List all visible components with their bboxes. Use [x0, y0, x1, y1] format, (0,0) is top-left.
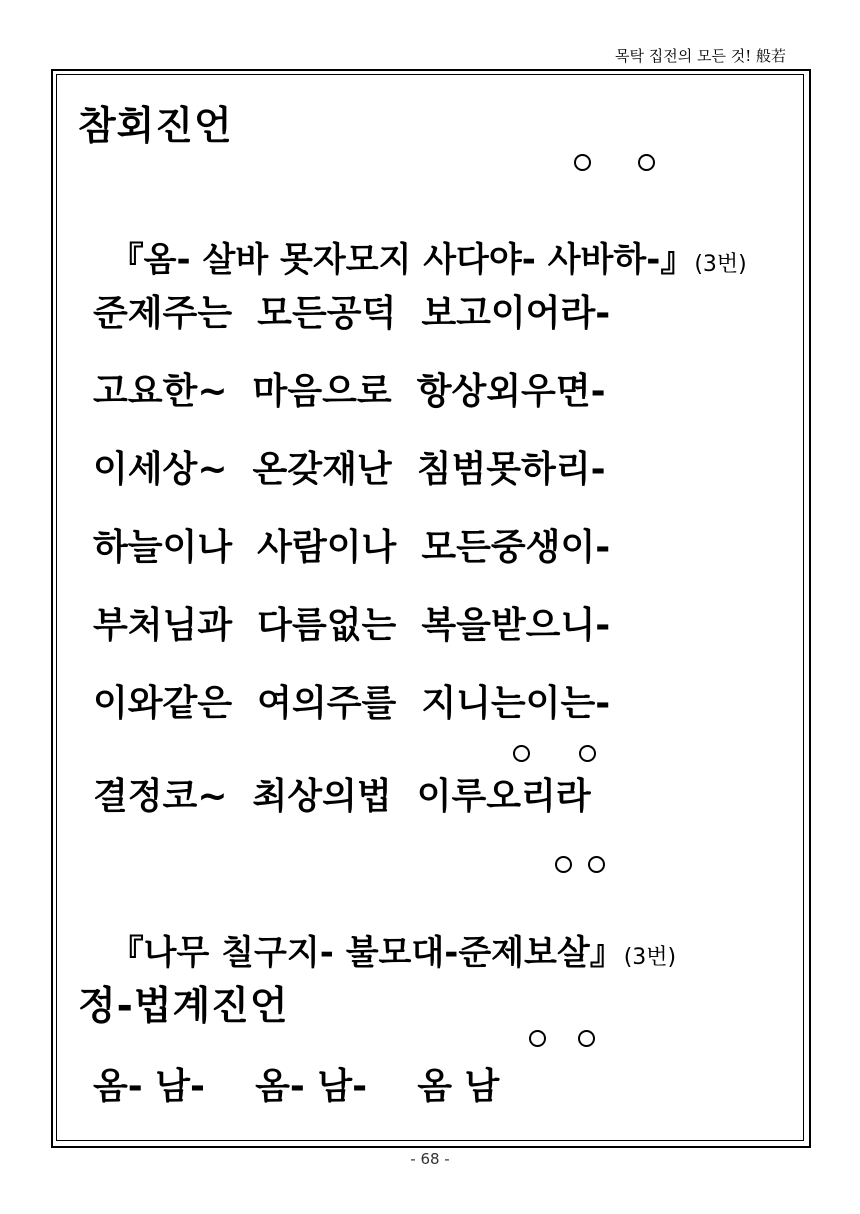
circle-mark — [529, 1030, 546, 1047]
verse-line: 하늘이나 사람이나 모든중생이- — [93, 527, 611, 568]
mantra-text: 『나무 칠구지- 불모대-준제보살』 — [109, 933, 624, 973]
circle-mark — [513, 745, 530, 762]
repeat-count: (3번) — [694, 252, 747, 277]
verse-line: 준제주는 모든공덕 보고이어라- — [93, 293, 611, 334]
mantra-dharma-realm: 옴- 남- 옴- 남- 옴 남 — [93, 1066, 500, 1107]
section-heading-repentance: 참회진언 — [78, 104, 233, 149]
repeat-count: (3번) — [623, 945, 677, 970]
verse-line: 결정코~ 최상의법 이루오리라 — [93, 776, 591, 817]
mantra-cundi — [86, 885, 676, 974]
circle-mark — [574, 154, 591, 171]
circle-mark — [578, 1030, 595, 1047]
verse-line: 이세상~ 온갖재난 침범못하리- — [93, 449, 606, 490]
verse-line: 이와같은 여의주를 지니는이는- — [93, 683, 611, 724]
circle-mark — [555, 856, 572, 873]
mantra-repentance — [86, 192, 747, 281]
verse-line: 고요한~ 마음으로 항상외우면- — [93, 371, 606, 412]
verse-line: 부처님과 다름없는 복을받으니- — [93, 605, 611, 646]
mantra-text: 『옴- 살바 못자모지 사다야- 사바하-』 — [109, 240, 695, 280]
circle-mark — [579, 745, 596, 762]
page-number: - 68 - — [410, 1150, 450, 1168]
section-heading-dharma-realm: 정-법계진언 — [78, 984, 289, 1029]
running-header: 목탁 집전의 모든 것! 般若 — [614, 47, 786, 65]
circle-mark — [638, 154, 655, 171]
circle-mark — [588, 856, 605, 873]
